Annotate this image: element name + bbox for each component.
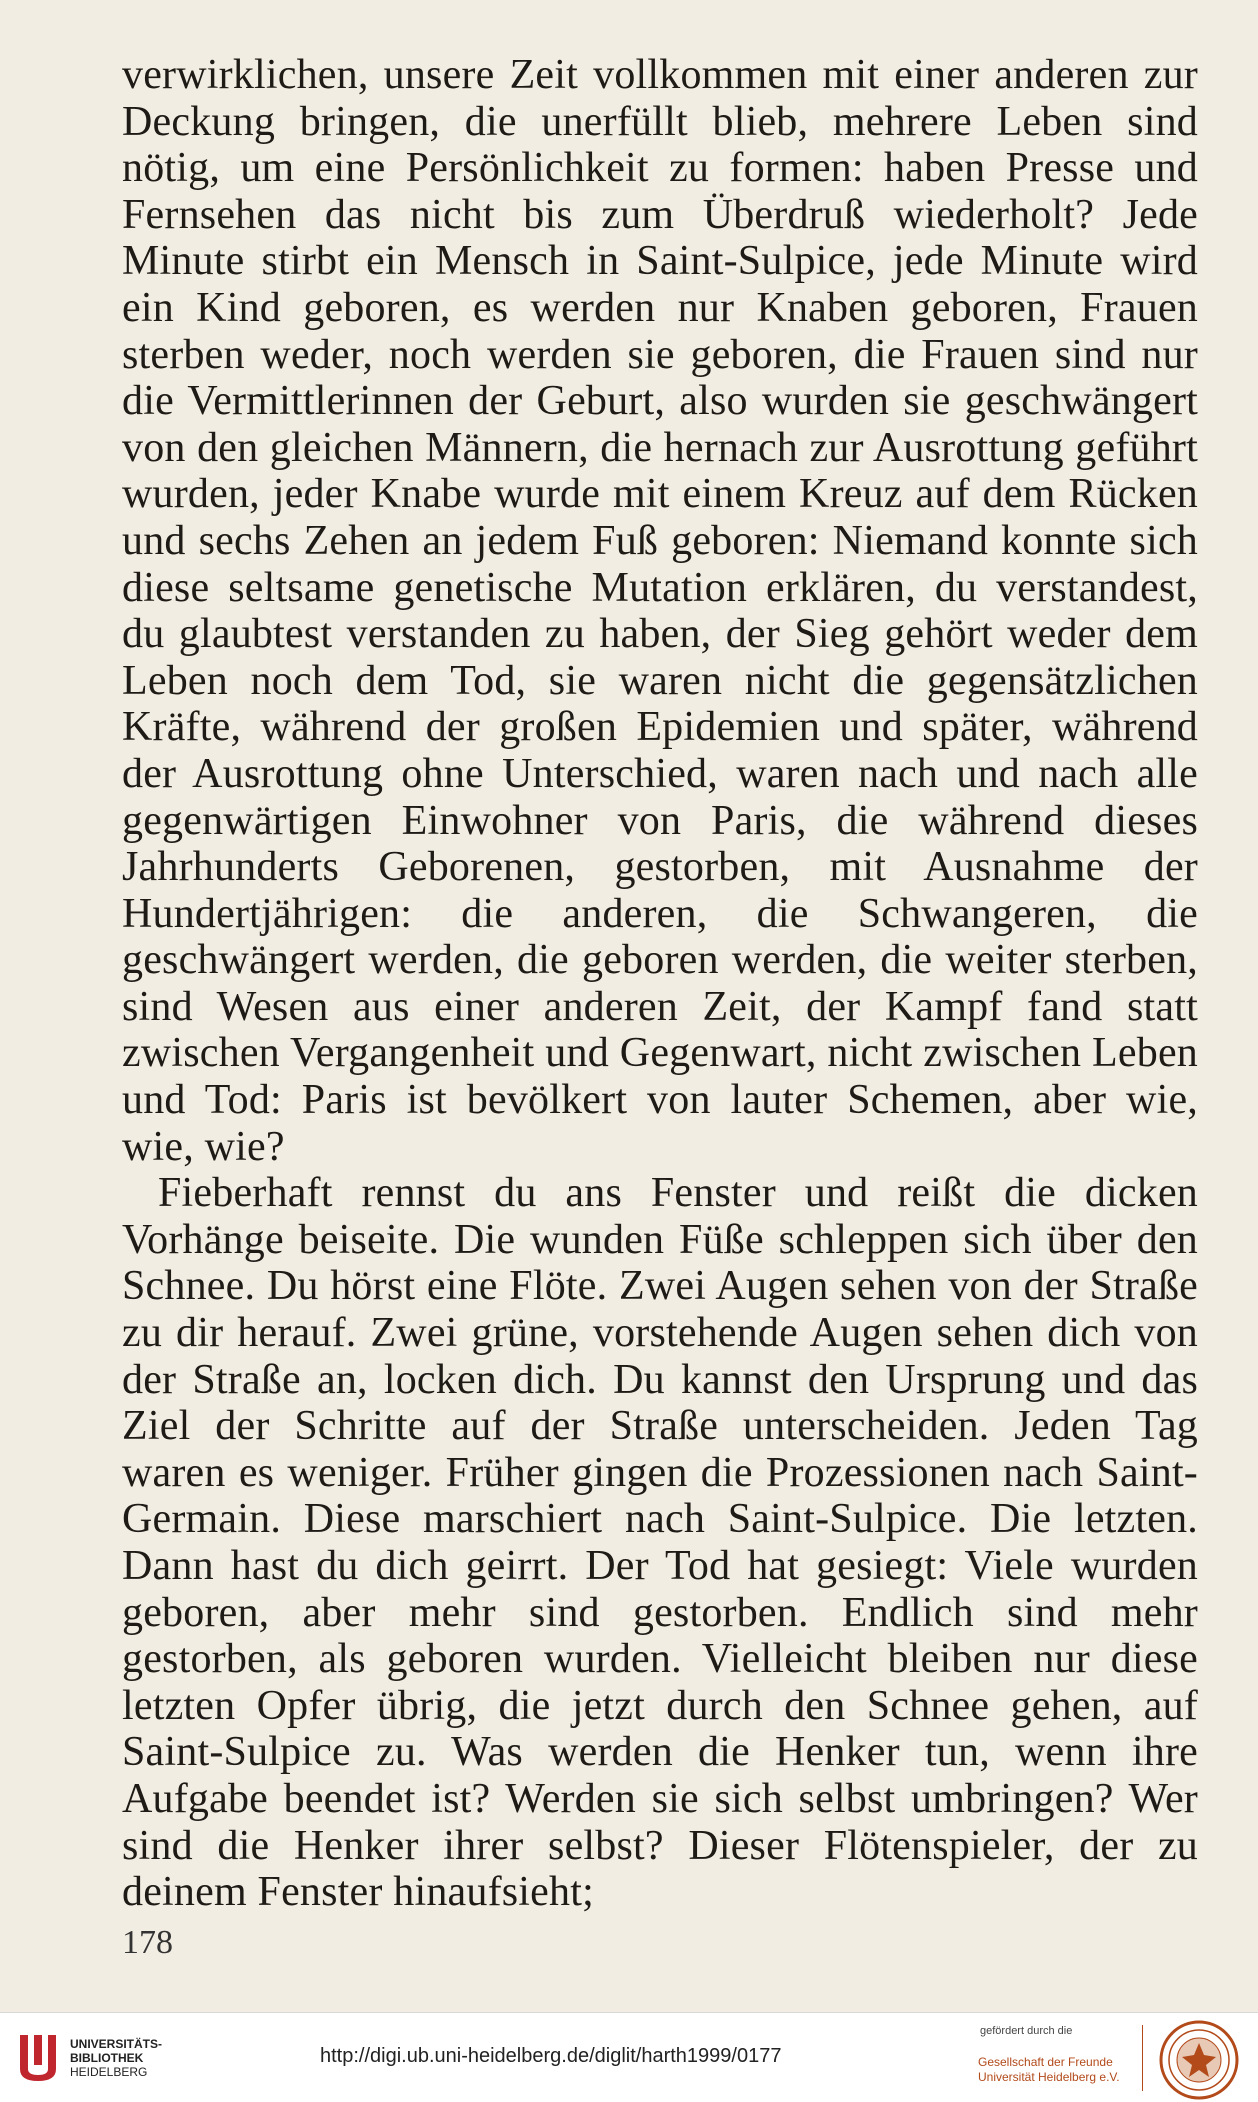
society-line-1: Gesellschaft der Freunde bbox=[978, 2055, 1113, 2069]
digitization-footer bbox=[0, 2012, 1258, 2102]
footer-divider bbox=[1142, 2025, 1143, 2091]
university-seal-icon bbox=[1158, 2019, 1240, 2101]
permalink-url[interactable]: http://digi.ub.uni-heidelberg.de/diglit/harth1999/0177 bbox=[320, 2045, 782, 2067]
library-name-line-1: UNIVERSITÄTS- bbox=[70, 2037, 163, 2051]
sponsor-label: gefördert durch die bbox=[980, 2025, 1073, 2037]
library-name-line-2: BIBLIOTHEK bbox=[70, 2051, 144, 2065]
paragraph-1: verwirklichen, unsere Zeit vollkommen mit einer anderen zur Deckung bringen, die unerfüllt blieb, mehrere Leben sind nötig, um eine Persönlichkeit zu formen: haben Presse und Fernsehen das nicht bis zum Überdruß wiederholt? Jede Minute stirbt ein Mensch in Saint-Sulpice, jede Minute wird ein Kind geboren, es werden nur Knaben geboren, Frauen sterben weder, noch werden sie geboren, die Frauen sind nur die Vermittlerinnen der Geburt, also wurden sie geschwängert von den gleichen Männern, die hernach zur Ausrottung geführt wurden, jeder Knabe wurde mit einem Kreuz auf dem Rücken und sechs Zehen an jedem Fuß geboren: Niemand konnte sich diese seltsame genetische Mutation erklären, du verstandest, du glaubtest verstanden zu haben, der Sieg gehört weder dem Leben noch dem Tod, sie waren nicht die gegensätzlichen Kräfte, während der großen Epidemien und später, während der Ausrottung ohne Unterschied, waren nach und nach alle gegenwärtigen Einwohner von Paris, die während dieses Jahrhunderts Geborenen, gestorben, mit Ausnahme der Hundertjährigen: die anderen, die Schwangeren, die geschwängert werden, die geboren werden, die weiter sterben, sind Wesen aus einer anderen Zeit, der Kampf fand statt zwischen Vergangenheit und Gegenwart, nicht zwischen Leben und Tod: Paris ist bevölkert von lauter Schemen, aber wie, wie, wie? bbox=[122, 52, 1198, 1170]
university-library-logo-icon bbox=[14, 2029, 62, 2087]
library-name-line-3: HEIDELBERG bbox=[70, 2065, 148, 2079]
society-line-2: Universität Heidelberg e.V. bbox=[978, 2070, 1120, 2084]
library-name bbox=[70, 2037, 162, 2079]
page-number: 178 bbox=[122, 1924, 173, 1961]
body-text bbox=[122, 52, 1198, 1916]
sponsor-society-name bbox=[978, 2055, 1120, 2085]
paragraph-2: Fieberhaft rennst du ans Fenster und reißt die dicken Vorhänge beiseite. Die wunden Füße schleppen sich über den Schnee. Du hörst eine Flöte. Zwei Augen sehen von der Straße zu dir herauf. Zwei grüne, vorstehende Augen sehen dich von der Straße an, locken dich. Du kannst den Ursprung und das Ziel der Schritte auf der Straße unterscheiden. Jeden Tag waren es weniger. Früher gingen die Prozessionen nach Saint-Germain. Diese marschiert nach Saint-Sulpice. Die letzten. Dann hast du dich geirrt. Der Tod hat gesiegt: Viele wurden geboren, aber mehr sind gestorben. Endlich sind mehr gestorben, als geboren wurden. Vielleicht bleiben nur diese letzten Opfer übrig, die jetzt durch den Schnee gehen, auf Saint-Sulpice zu. Was werden die Henker tun, wenn ihre Aufgabe beendet ist? Werden sie sich selbst umbringen? Wer sind die Henker ihrer selbst? Dieser Flötenspieler, der zu deinem Fenster hinaufsieht; bbox=[122, 1170, 1198, 1916]
